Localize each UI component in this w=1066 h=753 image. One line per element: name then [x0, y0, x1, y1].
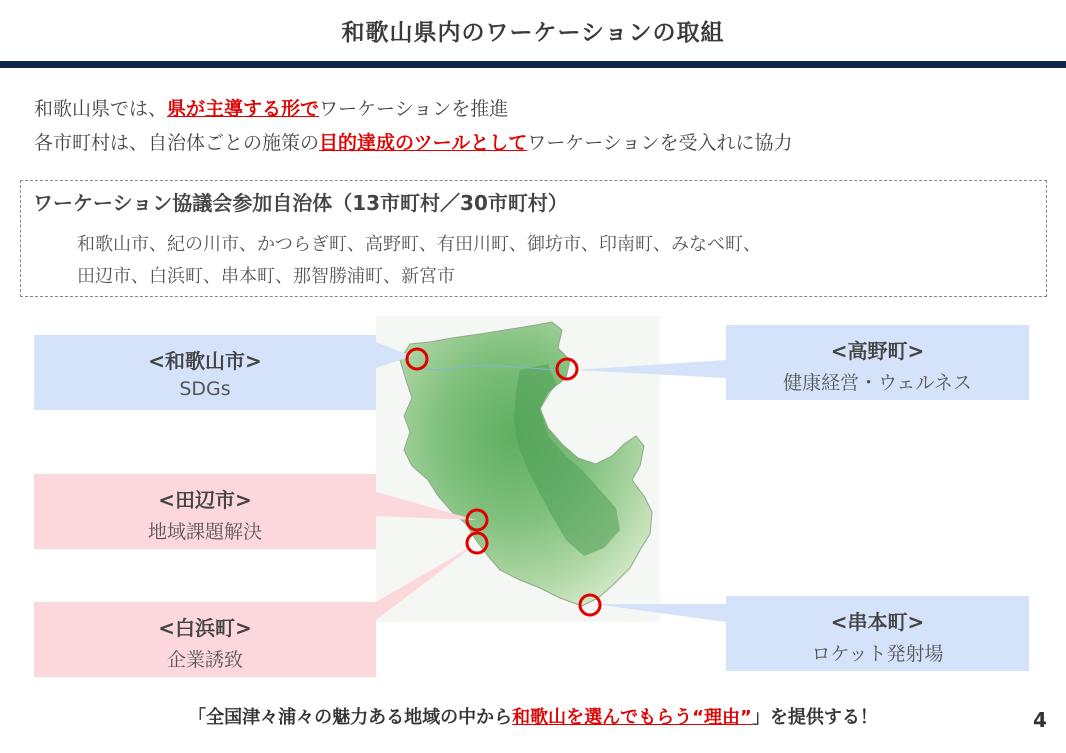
council-list-line-1: 和歌山市、紀の川市、かつらぎ町、高野町、有田川町、御坊市、印南町、みなべ町、	[77, 234, 761, 255]
intro-line-1-post: ワーケーションを推進	[319, 98, 509, 120]
intro-line-1-pre: 和歌山県では、	[34, 98, 168, 120]
footer-emphasis: 和歌山を選んでもらう“理由”	[512, 707, 752, 728]
footer-post: 」を提供する！	[751, 707, 878, 728]
intro-line-2-pre: 各市町村は、自治体ごとの施策の	[34, 132, 320, 154]
callout-shirahama-desc: 企業誘致	[166, 649, 243, 671]
callout-wakayama	[34, 335, 376, 410]
intro-line-2-post: ワーケーションを受入れに協力	[527, 132, 793, 154]
callout-koya	[726, 325, 1029, 400]
footer-message	[0, 703, 1066, 729]
council-list-line-2: 田辺市、白浜町、串本町、那智勝浦町、新宮市	[77, 266, 455, 287]
callout-shirahama-name: <白浜町>	[158, 616, 252, 640]
callout-tanabe	[34, 474, 376, 549]
callout-koya-desc: 健康経営・ウェルネス	[783, 372, 972, 394]
callout-koya-name: <高野町>	[830, 339, 925, 363]
callout-kushimoto-desc: ロケット発射場	[811, 643, 944, 665]
callout-tanabe-name: <田辺市>	[158, 488, 252, 512]
footer-pre: 「全国津々浦々の魅力ある地域の中から	[188, 707, 513, 728]
callout-kushimoto-name: <串本町>	[830, 610, 925, 634]
callout-shirahama	[34, 602, 376, 677]
council-title: ワーケーション協議会参加自治体（13市町村／30市町村）	[33, 191, 568, 215]
intro-line-1-emphasis: 県が主導する形で	[167, 98, 320, 120]
page-title: 和歌山県内のワーケーションの取組	[341, 20, 725, 46]
callout-tanabe-desc: 地域課題解決	[147, 521, 262, 543]
callout-kushimoto	[726, 596, 1029, 671]
callout-wakayama-desc: SDGs	[179, 378, 231, 400]
intro-line-2-emphasis: 目的達成のツールとして	[319, 132, 528, 154]
page-number: 4	[1033, 708, 1047, 732]
callout-wakayama-name: <和歌山市>	[148, 349, 262, 373]
